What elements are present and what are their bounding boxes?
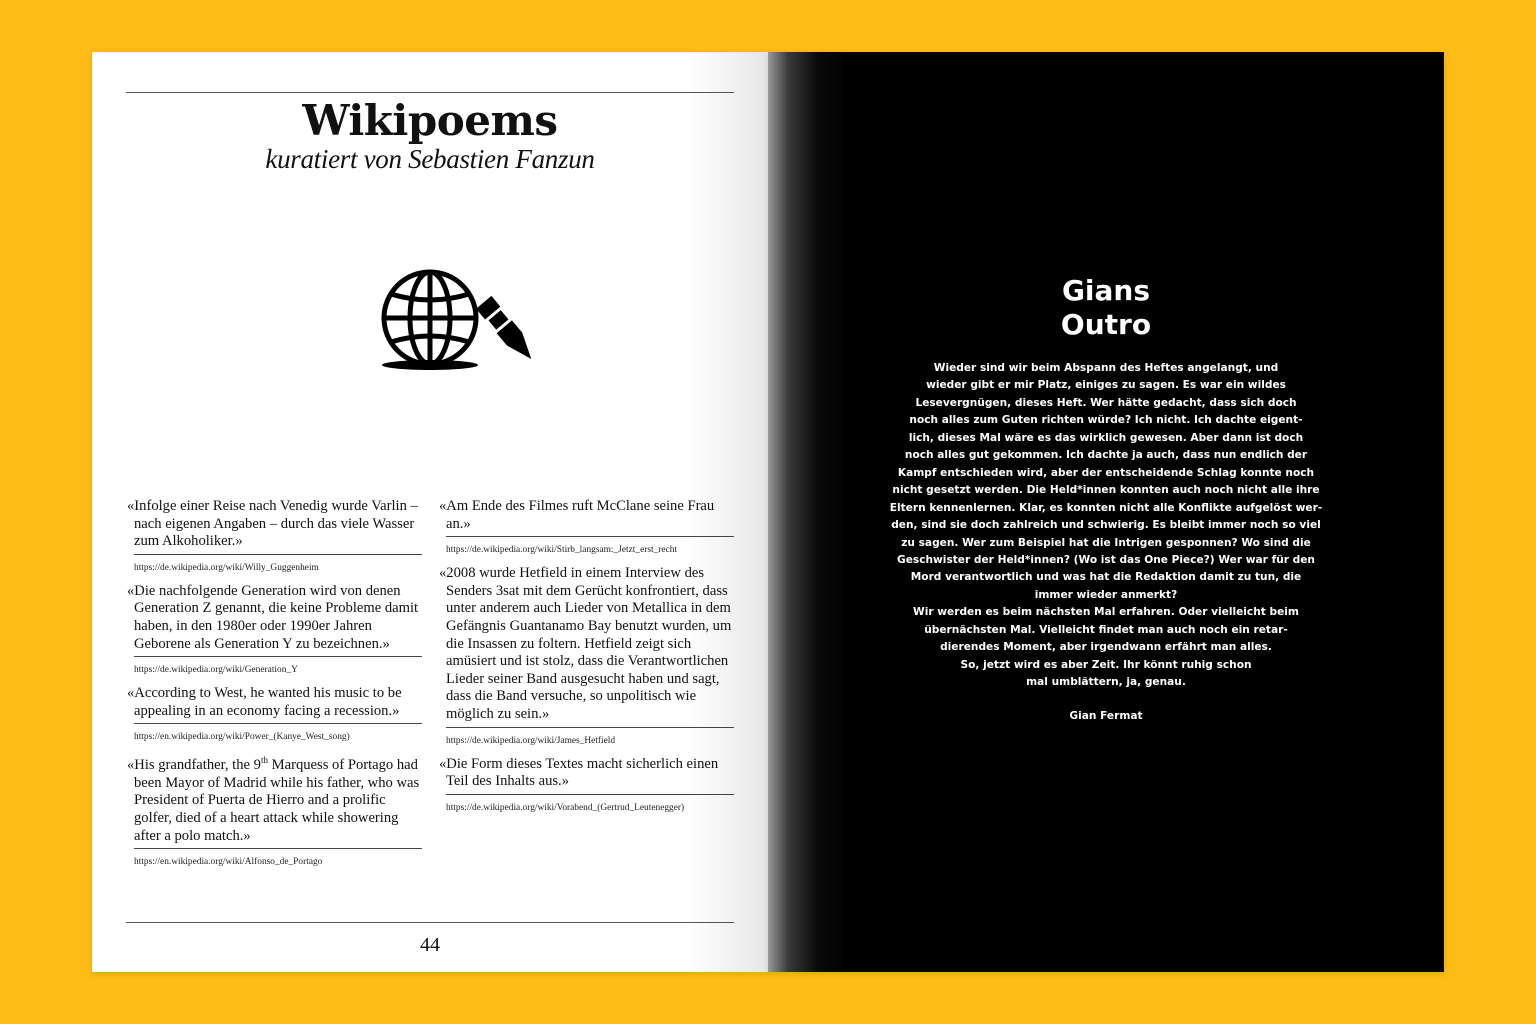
- source-url[interactable]: https://de.wikipedia.org/wiki/James_Hetfield: [446, 735, 616, 746]
- outro-line: Kampf entschieden wird, aber der entscheidende Schlag konnte noch: [897, 466, 1315, 479]
- outro-title-line-1: Gians: [1061, 274, 1151, 307]
- quote-text: «Am Ende des Filmes ruft McClane seine Frau an.»: [439, 498, 715, 532]
- quote-text-start: «His grandfather, the 9: [127, 757, 261, 774]
- outro-line: noch alles zum Guten richten würde? Ich nicht. Ich dachte eigent-: [909, 414, 1303, 427]
- outro-line: übernächsten Mal. Vielleicht findet man auch noch ein retar-: [924, 623, 1288, 636]
- outro-line: dierendes Moment, aber irgendwann erfährt man alles.: [940, 641, 1272, 654]
- globe-with-fountain-pen-icon: [372, 264, 552, 374]
- outro-line: Eltern kennenlernen. Klar, es konnten nicht alle Konflikte aufgelöst wer-: [889, 501, 1323, 514]
- page-title: Wikipoems: [302, 96, 558, 145]
- outro-author: Gian Fermat: [1069, 710, 1143, 722]
- right-page: [768, 52, 1444, 972]
- page-number: 44: [420, 934, 440, 956]
- source-url[interactable]: https://de.wikipedia.org/wiki/Generation_Y: [134, 665, 298, 676]
- outro-title-line-2: Outro: [1060, 308, 1152, 341]
- source-url[interactable]: https://en.wikipedia.org/wiki/Power_(Kanye_West_song): [134, 732, 350, 743]
- source-url[interactable]: https://de.wikipedia.org/wiki/Stirb_langsam:_Jetzt_erst_recht: [446, 545, 678, 556]
- quote-divider: [446, 536, 734, 537]
- quote-text: «Die Form dieses Textes macht sicherlich einen Teil des Inhalts aus.»: [439, 755, 719, 790]
- quote-text: «2008 wurde Hetfield in einem Interview des Senders 3sat mit dem Gerücht konfrontiert, dass unter anderem auch Lieder von Metallica in dem Gefängnis Guantanamo Bay benutzt wurden, um die Insassen zu foltern. Hetfield zeigt sich amüsiert und ist stolz, dass die Verantwortlichen Lieder seiner Band ausgesucht haben und sagt, dass die Band versuche, so unpolitisch wie möglich zu sein.»: [439, 565, 732, 722]
- outro-body: [858, 360, 1354, 692]
- outro-title: [768, 274, 1444, 342]
- quotes-column-2: [438, 498, 734, 823]
- quote-text: «Infolge einer Reise nach Venedig wurde Varlin – nach eigenen Angaben – durch das viele Wasser zum Alkoholiker.»: [127, 498, 418, 550]
- quote-text: [126, 752, 422, 845]
- quote-divider: [134, 848, 422, 849]
- bottom-rule: [126, 922, 734, 923]
- outro-line: Wieder sind wir beim Abspann des Heftes angelangt, und: [933, 362, 1279, 374]
- outro-line: Lesevergnügen, dieses Heft. Wer hätte gedacht, dass sich doch: [915, 396, 1297, 409]
- quote-divider: [134, 656, 422, 657]
- quotes-column-1: [126, 498, 422, 877]
- outro-line: nicht gesetzt werden. Die Held*innen konnten auch noch nicht alle ihre: [892, 484, 1320, 497]
- outro-line: den, sind sie doch zahlreich und schwierig. Es bleibt immer noch so viel: [891, 519, 1321, 532]
- quote-text-end: Marquess of Portago had been Mayor of Madrid while his father, who was President of Puerta de Hierro and a prolific golfer, died of a heart attack while showering after a polo match.»: [134, 757, 420, 844]
- top-rule: [126, 92, 734, 93]
- outro-line: So, jetzt wird es aber Zeit. Ihr könnt ruhig schon: [960, 658, 1252, 671]
- outro-line: wieder gibt er mir Platz, einiges zu sagen. Es war ein wildes: [926, 379, 1286, 392]
- outro-line: noch alles gut gekommen. Ich dachte ja auch, dass nun endlich der: [904, 449, 1308, 462]
- source-url[interactable]: https://en.wikipedia.org/wiki/Alfonso_de_Portago: [134, 857, 323, 868]
- quote-divider: [446, 794, 734, 795]
- source-url[interactable]: https://de.wikipedia.org/wiki/Willy_Guggenheim: [134, 562, 319, 573]
- outro-line: Mord verantwortlich und was hat die Redaktion damit zu tun, die: [910, 571, 1302, 584]
- source-url[interactable]: https://de.wikipedia.org/wiki/Vorabend_(Gertrud_Leutenegger): [446, 802, 685, 813]
- quote-divider: [134, 723, 422, 724]
- outro-line: lich, dieses Mal wäre es das wirklich gewesen. Aber dann ist doch: [908, 431, 1304, 444]
- quote-text: «Die nachfolgende Generation wird von denen Generation Z genannt, die keine Probleme damit haben, in den 1980er oder 1990er Jahren Geborene als Generation Y zu bezeichnen.»: [127, 582, 419, 652]
- outro-line: mal umblättern, ja, genau.: [1026, 676, 1186, 689]
- outro-line: zu sagen. Wer zum Beispiel hat die Intrigen gesponnen? Wo sind die: [901, 536, 1311, 549]
- outro-line: immer wieder anmerkt?: [1034, 588, 1178, 601]
- quote-divider: [446, 727, 734, 728]
- page-subtitle: kuratiert von Sebastien Fanzun: [265, 144, 595, 174]
- outro-line: Wir werden es beim nächsten Mal erfahren. Oder vielleicht beim: [913, 606, 1299, 619]
- left-page: [92, 52, 768, 972]
- outro-line: Geschwister der Held*innen? (Wo ist das One Piece?) Wer war für den: [897, 553, 1315, 566]
- ordinal-suffix: th: [260, 755, 268, 766]
- quote-divider: [134, 554, 422, 555]
- quote-text: «According to West, he wanted his music to be appealing in an economy facing a recession.»: [127, 685, 402, 719]
